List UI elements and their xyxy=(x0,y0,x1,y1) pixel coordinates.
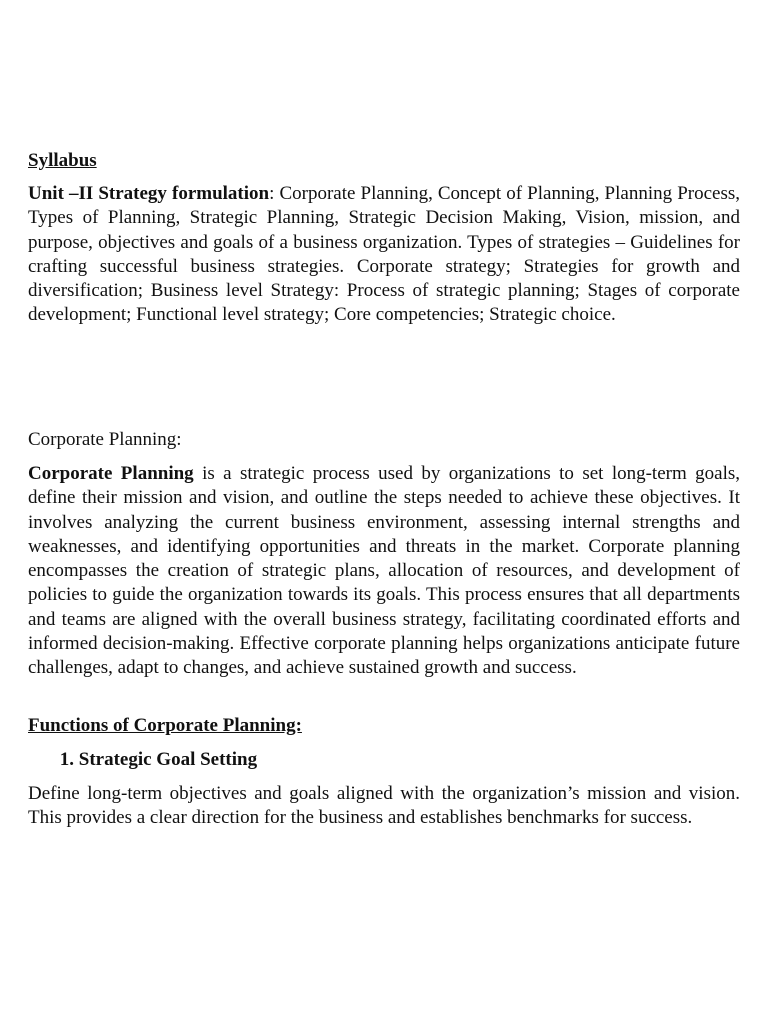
functions-heading: Functions of Corporate Planning: xyxy=(28,715,302,736)
list-item xyxy=(28,748,740,772)
corporate-planning-label: Corporate Planning: xyxy=(28,429,182,450)
corporate-planning-lead: Corporate Planning xyxy=(28,463,194,484)
list-item-description: Define long-term objectives and goals aligned with the organization’s mission and vision. This provides a clear direction for the business and establishes benchmarks for success. xyxy=(28,783,740,829)
unit-text: : Corporate Planning, Concept of Planning, Planning Process, Types of Planning, Strategic Planning, Strategic Decision Making, Vision, mission, and purpose, objectives and goals of a business organization. Types of strategies – Guidelines for crafting successful business strategies. Corporate strategy; Strategies for growth and diversification; Business level Strategy: Process of strategic planning; Stages of corporate development; Functional level strategy; Core competencies; Strategic choice. xyxy=(28,183,740,326)
syllabus-paragraph xyxy=(28,182,740,328)
corporate-planning-paragraph xyxy=(28,462,740,681)
list-item-title: Strategic Goal Setting xyxy=(78,749,258,770)
unit-lead: Unit –II Strategy formulation xyxy=(28,183,270,204)
corporate-planning-text: is a strategic process used by organizations to set long-term goals, define their mission and vision, and outline the steps needed to achieve these objectives. It involves analyzing the current business environment, assessing internal strengths and weaknesses, and identifying opportunities and threats in the market. Corporate planning encompasses the creation of strategic plans, allocation of resources, and development of policies to guide the organization towards its goals. This process ensures that all departments and teams are aligned with the overall business strategy, facilitating coordinated efforts and informed decision-making. Effective corporate planning helps organizations anticipate future challenges, adapt to changes, and achieve sustained growth and success. xyxy=(28,463,741,679)
syllabus-heading: Syllabus xyxy=(28,150,97,171)
list-item-number: 1. xyxy=(59,749,74,770)
